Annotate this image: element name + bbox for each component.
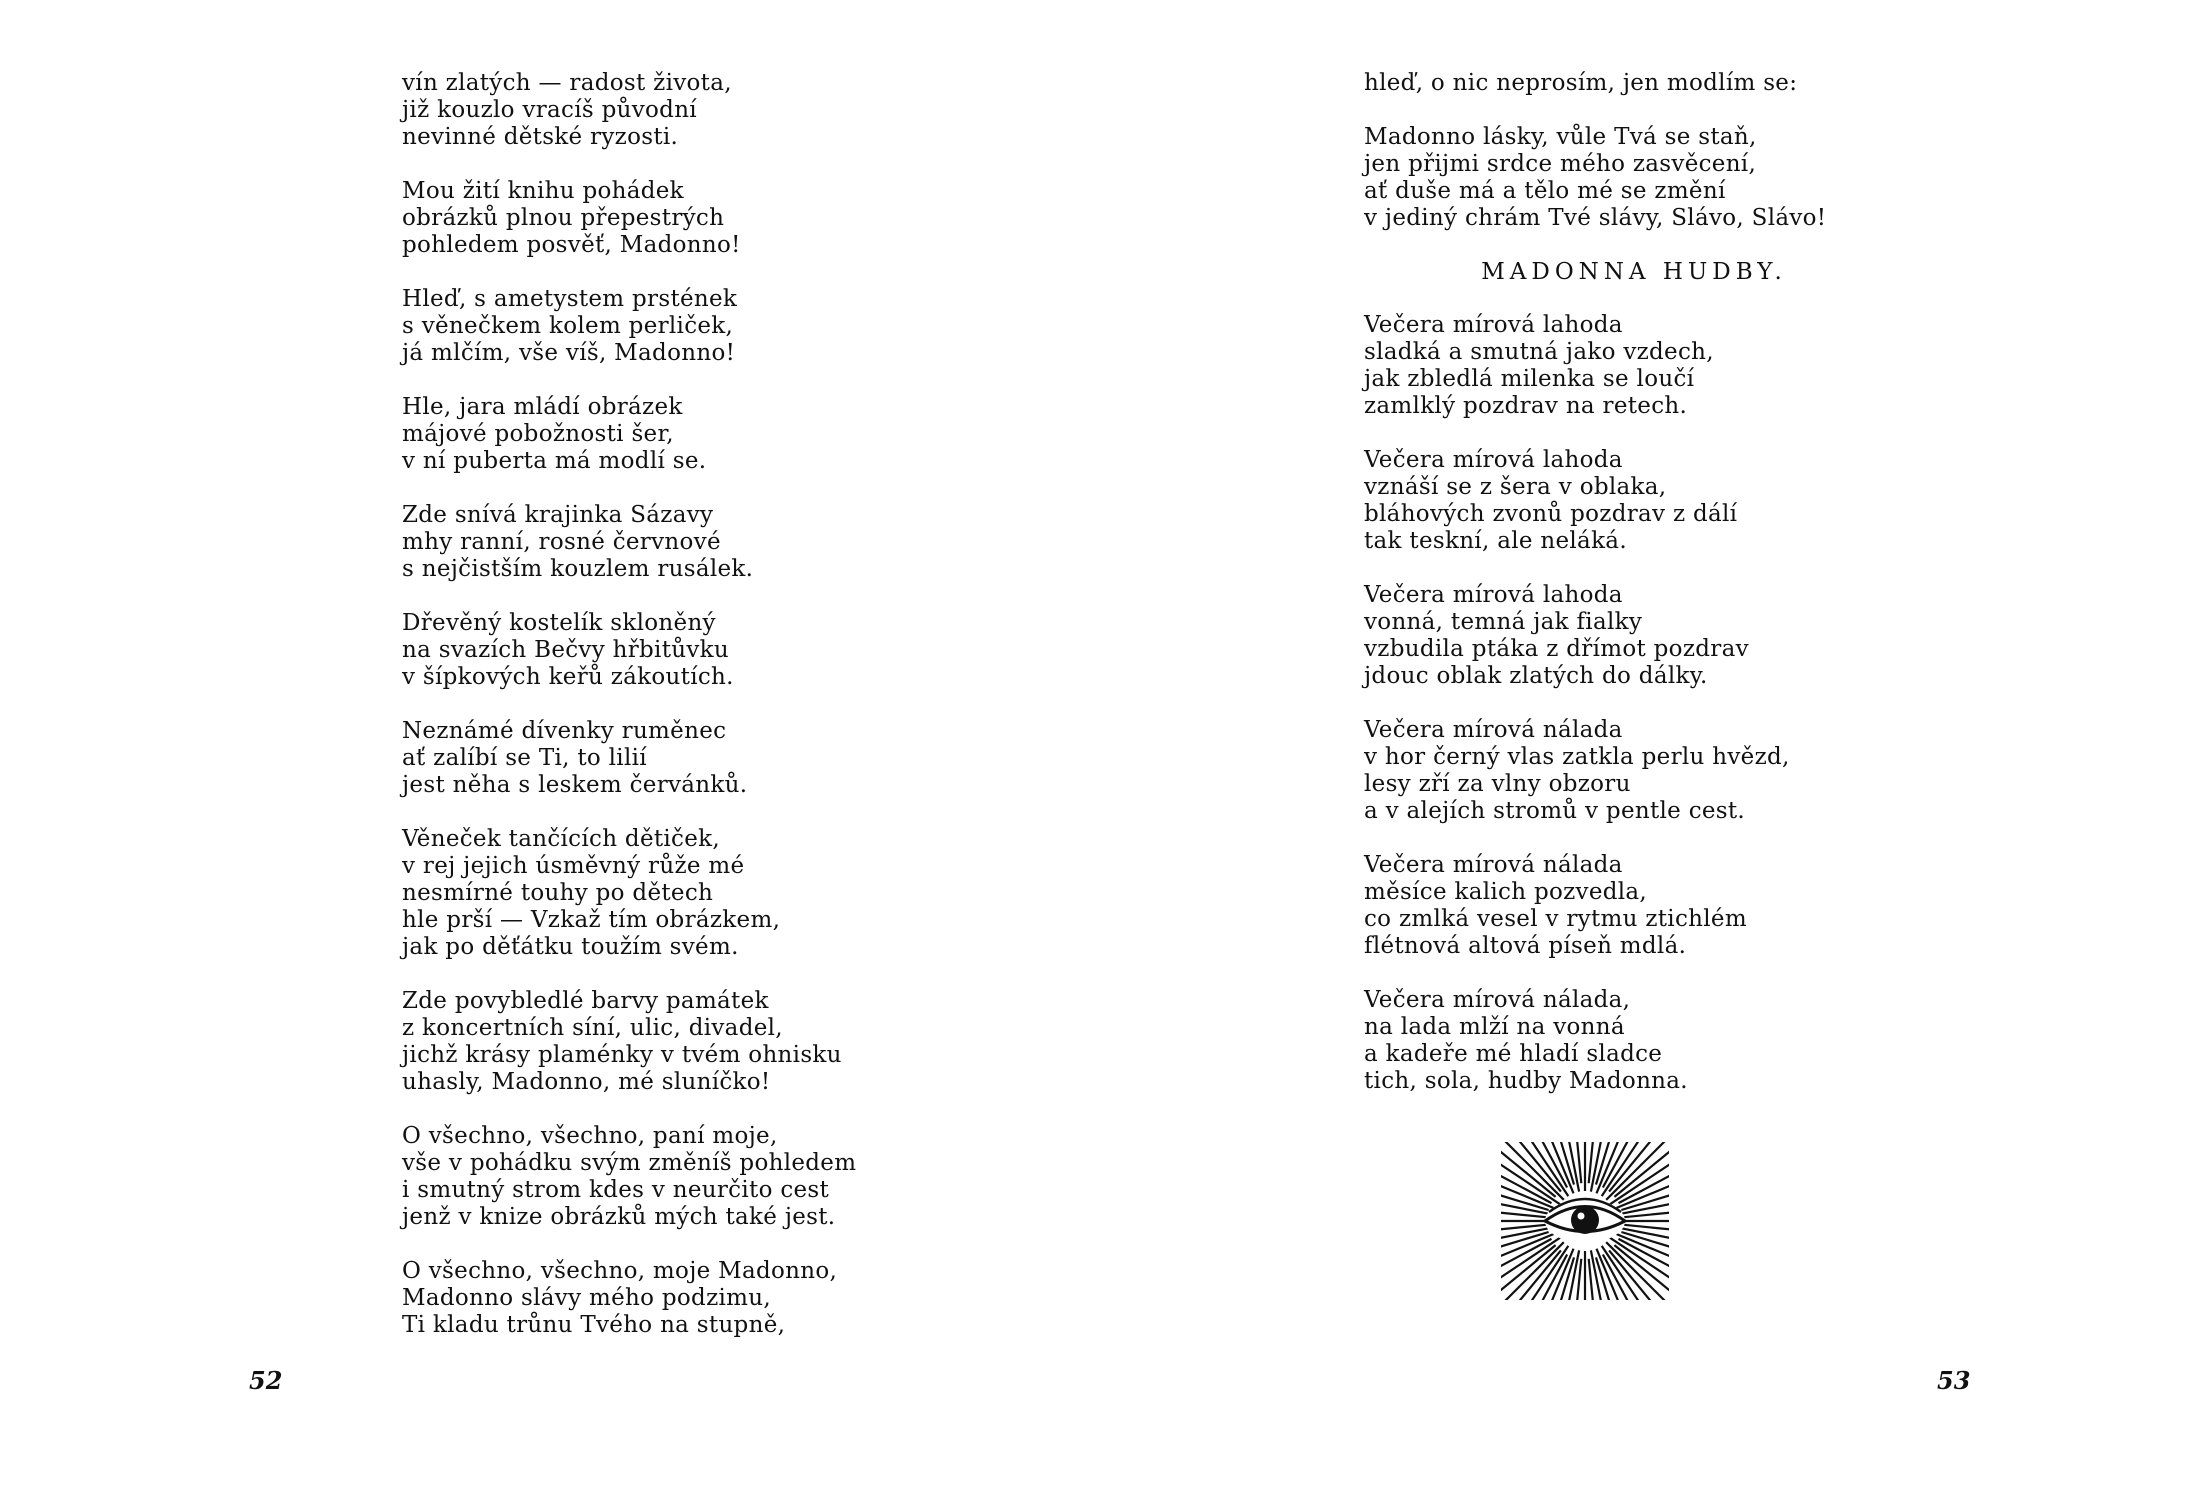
stanza (402, 178, 882, 259)
poem-title: MADONNA HUDBY. (1481, 259, 1787, 285)
verse-line: O všechno, všechno, paní moje, (402, 1123, 778, 1149)
verse-line: mhy ranní, rosné červnové (402, 529, 721, 555)
verse-line: jichž krásy plaménky v tvém ohnisku (402, 1042, 842, 1068)
verse-line: Hleď, s ametystem prstének (402, 286, 738, 312)
verse-line: ať duše má a tělo mé se změní (1364, 178, 1726, 204)
verse-line: O všechno, všechno, moje Madonno, (402, 1258, 838, 1284)
stanza (402, 70, 882, 151)
stanza (402, 1123, 882, 1231)
verse-line: s nejčistším kouzlem rusálek. (402, 556, 754, 582)
verse-line: vzbudila ptáka z dřímot pozdrav (1364, 636, 1749, 662)
verse-line: flétnová altová píseň mdlá. (1364, 933, 1687, 959)
stanza (1364, 124, 1864, 232)
verse-line: májové pobožnosti šer, (402, 421, 674, 447)
right-page (1101, 0, 2202, 1500)
verse-line: na lada mlží na vonná (1364, 1014, 1625, 1040)
stanza (402, 394, 882, 475)
verse-line: bláhových zvonů pozdrav z dálí (1364, 501, 1738, 527)
verse-line: Ti kladu trůnu Tvého na stupně, (402, 1312, 786, 1338)
verse-line: já mlčím, vše víš, Madonno! (402, 340, 736, 366)
verse-line: Večera mírová nálada (1364, 717, 1623, 743)
verse-line: měsíce kalich pozvedla, (1364, 879, 1648, 905)
verse-line: Večera mírová lahoda (1364, 312, 1623, 338)
stanza (402, 286, 882, 367)
verse-line: a kadeře mé hladí sladce (1364, 1041, 1663, 1067)
verse-line: nevinné dětské ryzosti. (402, 124, 679, 150)
verse-line: i smutný strom kdes v neurčito cest (402, 1177, 830, 1203)
verse-line: pohledem posvěť, Madonno! (402, 232, 741, 258)
verse-line: tak teskní, ale neláká. (1364, 528, 1627, 554)
verse-line: obrázků plnou přepestrých (402, 205, 725, 231)
stanza (1364, 312, 1864, 420)
verse-line: jdouc oblak zlatých do dálky. (1364, 663, 1708, 689)
verse-line: v rej jejich úsměvný růže mé (402, 853, 745, 879)
verse-line: zamlklý pozdrav na retech. (1364, 393, 1688, 419)
stanza (402, 988, 882, 1096)
verse-line: Věneček tančících dětiček, (402, 826, 720, 852)
verse-line: hleď, o nic neprosím, jen modlím se: (1364, 70, 1798, 96)
verse-line: jak po děťátku toužím svém. (402, 934, 739, 960)
verse-line: s věnečkem kolem perliček, (402, 313, 734, 339)
verse-line: a v alejích stromů v pentle cest. (1364, 798, 1746, 824)
verse-line: na svazích Bečvy hřbitůvku (402, 637, 730, 663)
verse-line: jak zbledlá milenka se loučí (1364, 366, 1695, 392)
verse-line: Madonno slávy mého podzimu, (402, 1285, 771, 1311)
verse-line: Zde snívá krajinka Sázavy (402, 502, 714, 528)
stanza (1364, 582, 1864, 690)
verse-line: uhasly, Madonno, mé sluníčko! (402, 1069, 771, 1095)
verse-line: jen přijmi srdce mého zasvěcení, (1364, 151, 1757, 177)
verse-line: Večera mírová lahoda (1364, 582, 1623, 608)
verse-line: co zmlká vesel v rytmu ztichlém (1364, 906, 1747, 932)
verse-line: Večera mírová lahoda (1364, 447, 1623, 473)
verse-line: Zde povybledlé barvy památek (402, 988, 769, 1014)
verse-line: Mou žití knihu pohádek (402, 178, 684, 204)
stanza (1364, 447, 1864, 555)
verse-line: Hle, jara mládí obrázek (402, 394, 683, 420)
stanza (402, 826, 882, 961)
stanza (402, 502, 882, 583)
verse-line: hle prší — Vzkaž tím obrázkem, (402, 907, 781, 933)
stanza (1364, 852, 1864, 960)
page-number: 53 (1937, 1366, 1971, 1395)
verse-line: lesy zří za vlny obzoru (1364, 771, 1631, 797)
verse-line: vznáší se z šera v oblaka, (1364, 474, 1667, 500)
verse-line: již kouzlo vracíš původní (402, 97, 697, 123)
verse-line: Večera mírová nálada (1364, 852, 1623, 878)
stanza (402, 1258, 882, 1339)
verse-line: jest něha s leskem červánků. (402, 772, 748, 798)
verse-line: ať zalíbí se Ti, to lilií (402, 745, 647, 771)
verse-line: v šípkových keřů zákoutích. (402, 664, 734, 690)
verse-line: nesmírné touhy po dětech (402, 880, 714, 906)
stanza (1364, 70, 1864, 97)
verse-line: Madonno lásky, vůle Tvá se staň, (1364, 124, 1757, 150)
verse-line: tich, sola, hudby Madonna. (1364, 1068, 1688, 1094)
verse-line: z koncertních síní, ulic, divadel, (402, 1015, 783, 1041)
verse-line: Neznámé dívenky ruměnec (402, 718, 727, 744)
stanza (402, 718, 882, 799)
verse-line: Dřevěný kostelík skloněný (402, 610, 716, 636)
radiant-eye-icon (1501, 1142, 1669, 1300)
verse-line: v ní puberta má modlí se. (402, 448, 707, 474)
verse-line: Večera mírová nálada, (1364, 987, 1631, 1013)
verse-line: jenž v knize obrázků mých také jest. (402, 1204, 836, 1230)
stanza (1364, 717, 1864, 825)
verse-line: vše v pohádku svým změníš pohledem (402, 1150, 857, 1176)
right-poem-column (1364, 70, 1864, 1095)
verse-line: vonná, temná jak fialky (1364, 609, 1643, 635)
page-number: 52 (249, 1366, 283, 1395)
verse-line: v hor černý vlas zatkla perlu hvězd, (1364, 744, 1790, 770)
verse-line: v jediný chrám Tvé slávy, Slávo, Slávo! (1364, 205, 1827, 231)
verse-line: sladká a smutná jako vzdech, (1364, 339, 1714, 365)
left-poem-column (402, 70, 882, 1339)
verse-line: vín zlatých — radost života, (402, 70, 732, 96)
stanza (402, 610, 882, 691)
stanza (1364, 987, 1864, 1095)
